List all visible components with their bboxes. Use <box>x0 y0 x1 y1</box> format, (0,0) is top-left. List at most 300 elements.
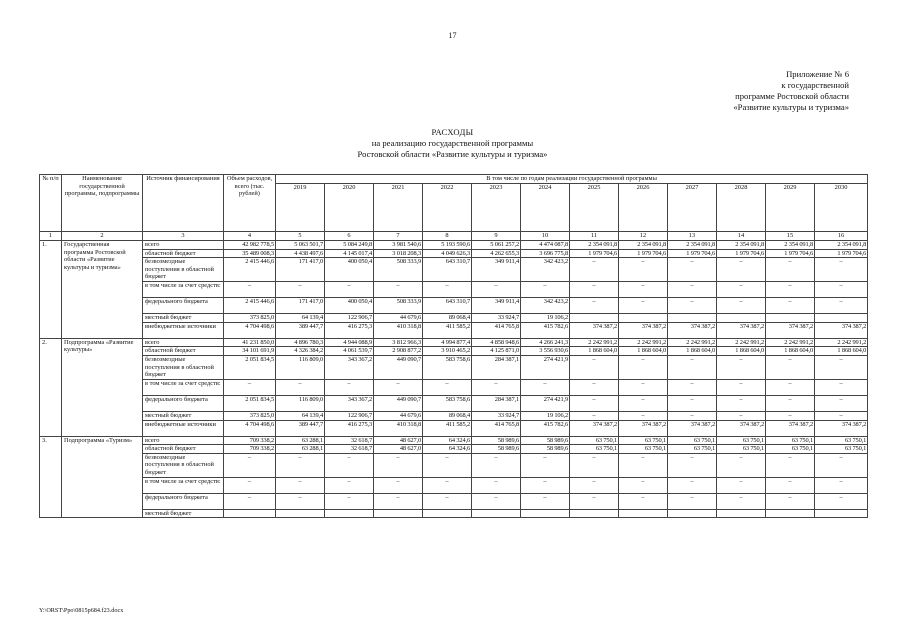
funding-source: безвозмездные поступления в областной бюджет <box>143 453 224 477</box>
year-value <box>374 509 423 518</box>
section-name: Подпрограмма «Развитие культуры» <box>62 338 143 436</box>
total-value: – <box>224 453 276 477</box>
year-value: – <box>766 453 815 477</box>
year-value: – <box>717 298 766 314</box>
table-row <box>40 258 868 282</box>
year-value: – <box>325 493 374 509</box>
year-value: 583 758,6 <box>423 395 472 411</box>
column-number: 8 <box>423 232 472 241</box>
year-value: 4 438 497,6 <box>276 249 325 258</box>
year-value: 2 242 991,2 <box>815 338 868 347</box>
document-subtitle-line: Ростовской области «Развитие культуры и туризма» <box>357 149 548 159</box>
page-number: 17 <box>448 31 457 40</box>
column-number: 6 <box>325 232 374 241</box>
funding-source: всего <box>143 436 224 445</box>
year-value: – <box>815 493 868 509</box>
year-value: 64 139,4 <box>276 411 325 420</box>
appendix-line: «Развитие культуры и туризма» <box>733 102 849 112</box>
table-row <box>40 395 868 411</box>
year-value: – <box>766 282 815 298</box>
year-header: 2021 <box>374 183 423 231</box>
table-row <box>40 249 868 258</box>
year-value: 63 750,1 <box>619 445 668 454</box>
year-value: 1 979 704,6 <box>619 249 668 258</box>
year-value: – <box>668 355 717 379</box>
year-value: – <box>668 453 717 477</box>
year-value: 63 750,1 <box>619 436 668 445</box>
year-value: 1 868 604,0 <box>668 347 717 356</box>
funding-source: областной бюджет <box>143 445 224 454</box>
funding-source: местный бюджет <box>143 411 224 420</box>
year-value: – <box>717 258 766 282</box>
year-value: 4 125 871,0 <box>472 347 521 356</box>
appendix-line: Приложение № 6 <box>786 69 849 79</box>
year-value: – <box>766 298 815 314</box>
year-value: – <box>423 477 472 493</box>
year-value: – <box>521 379 570 395</box>
year-value: 2 908 877,2 <box>374 347 423 356</box>
column-number: 10 <box>521 232 570 241</box>
year-value: – <box>619 379 668 395</box>
total-value: 4 704 498,6 <box>224 420 276 436</box>
document-title: РАСХОДЫ <box>431 127 474 137</box>
year-value: – <box>276 453 325 477</box>
year-value: 5 061 257,2 <box>472 241 521 250</box>
year-value: 1 979 704,6 <box>766 249 815 258</box>
total-value: 41 231 850,0 <box>224 338 276 347</box>
year-value: – <box>423 453 472 477</box>
year-value: 389 447,7 <box>276 322 325 338</box>
year-value: – <box>766 379 815 395</box>
table-row <box>40 445 868 454</box>
year-value: – <box>570 258 619 282</box>
table-row <box>40 282 868 298</box>
total-value: – <box>224 493 276 509</box>
section-number: 3. <box>40 436 62 518</box>
funding-source: внебюджетные источники <box>143 420 224 436</box>
year-value: 374 387,2 <box>766 322 815 338</box>
year-value: 415 782,6 <box>521 322 570 338</box>
year-value: – <box>668 477 717 493</box>
year-value: 63 750,1 <box>815 445 868 454</box>
year-value: 508 333,9 <box>374 258 423 282</box>
appendix-line: программе Ростовской области <box>735 91 849 101</box>
header-volume: Объем расходов, всего (тыс. рублей) <box>224 175 276 232</box>
year-header: 2025 <box>570 183 619 231</box>
year-value: 284 387,1 <box>472 395 521 411</box>
table-row <box>40 338 868 347</box>
year-value: – <box>570 477 619 493</box>
year-value: 416 275,3 <box>325 420 374 436</box>
table-row <box>40 436 868 445</box>
year-value: – <box>619 355 668 379</box>
year-value: – <box>570 453 619 477</box>
year-value: 400 050,4 <box>325 258 374 282</box>
year-value: 32 618,7 <box>325 436 374 445</box>
year-value: 44 679,6 <box>374 314 423 323</box>
year-value: 48 627,0 <box>374 436 423 445</box>
year-value: 58 989,6 <box>472 445 521 454</box>
year-value: 342 423,2 <box>521 298 570 314</box>
funding-source: внебюджетные источники <box>143 322 224 338</box>
year-value: 122 906,7 <box>325 314 374 323</box>
year-value: 63 750,1 <box>668 436 717 445</box>
year-value: 2 242 991,2 <box>570 338 619 347</box>
year-value: 416 275,3 <box>325 322 374 338</box>
year-value: 2 242 991,2 <box>668 338 717 347</box>
year-value: 2 354 091,8 <box>815 241 868 250</box>
year-value: 58 989,6 <box>521 436 570 445</box>
total-value <box>224 509 276 518</box>
year-value: 63 750,1 <box>766 445 815 454</box>
year-value: 64 324,6 <box>423 445 472 454</box>
year-value: – <box>276 282 325 298</box>
year-value: 449 090,7 <box>374 395 423 411</box>
year-value: 374 387,2 <box>668 420 717 436</box>
total-value: 34 101 691,9 <box>224 347 276 356</box>
year-value <box>717 509 766 518</box>
funding-source: федерального бюджета <box>143 493 224 509</box>
funding-source: в том числе за счет средств: <box>143 282 224 298</box>
year-value: 4 944 088,9 <box>325 338 374 347</box>
year-value: – <box>325 282 374 298</box>
section-name: Подпрограмма «Туризм» <box>62 436 143 518</box>
section-name: Государственная программа Ростовской области «Развитие культуры и туризма» <box>62 241 143 339</box>
year-value: 274 421,9 <box>521 355 570 379</box>
year-value: 4 266 241,3 <box>521 338 570 347</box>
header-no: № п/п <box>40 175 62 232</box>
appendix-note <box>733 69 849 113</box>
column-number: 7 <box>374 232 423 241</box>
year-value: 2 354 091,8 <box>619 241 668 250</box>
year-value: – <box>815 282 868 298</box>
year-value <box>619 509 668 518</box>
year-value: 19 106,2 <box>521 314 570 323</box>
year-value: 284 387,1 <box>472 355 521 379</box>
year-value: 583 758,6 <box>423 355 472 379</box>
year-value: – <box>325 477 374 493</box>
year-value: – <box>472 379 521 395</box>
document-subtitle-line: на реализацию государственной программы <box>371 138 534 148</box>
year-value: – <box>668 379 717 395</box>
year-value: 2 242 991,2 <box>717 338 766 347</box>
column-number: 16 <box>815 232 868 241</box>
column-number: 4 <box>224 232 276 241</box>
year-value: – <box>668 298 717 314</box>
year-value: 4 145 017,4 <box>325 249 374 258</box>
year-value: 4 061 539,7 <box>325 347 374 356</box>
funding-source: в том числе за счет средств: <box>143 477 224 493</box>
total-value: 2 415 446,6 <box>224 298 276 314</box>
total-value: 2 051 834,5 <box>224 355 276 379</box>
year-value: 374 387,2 <box>815 322 868 338</box>
total-value: 373 825,0 <box>224 314 276 323</box>
year-value: 64 324,6 <box>423 436 472 445</box>
year-value: 3 981 540,6 <box>374 241 423 250</box>
year-value: 374 387,2 <box>815 420 868 436</box>
year-value: 4 474 087,8 <box>521 241 570 250</box>
year-header: 2028 <box>717 183 766 231</box>
funding-source: безвозмездные поступления в областной бюджет <box>143 355 224 379</box>
year-value: 2 354 091,8 <box>570 241 619 250</box>
year-value: – <box>815 477 868 493</box>
year-value: – <box>717 411 766 420</box>
year-value <box>815 314 868 323</box>
year-value: 2 354 091,8 <box>668 241 717 250</box>
year-header: 2020 <box>325 183 374 231</box>
year-value: 4 326 384,2 <box>276 347 325 356</box>
total-value: 2 051 834,5 <box>224 395 276 411</box>
table-row <box>40 314 868 323</box>
funding-source: безвозмездные поступления в областной бюджет <box>143 258 224 282</box>
year-value: 63 750,1 <box>570 436 619 445</box>
expenses-table <box>39 174 868 518</box>
year-value: – <box>472 453 521 477</box>
column-number: 11 <box>570 232 619 241</box>
year-value: – <box>570 298 619 314</box>
year-value: 48 627,0 <box>374 445 423 454</box>
year-value: 116 809,0 <box>276 395 325 411</box>
year-value: 400 050,4 <box>325 298 374 314</box>
year-value: – <box>570 355 619 379</box>
year-value: – <box>374 453 423 477</box>
year-value: – <box>423 493 472 509</box>
column-number: 1 <box>40 232 62 241</box>
year-value: 374 387,2 <box>668 322 717 338</box>
table-row <box>40 241 868 250</box>
table-row <box>40 322 868 338</box>
year-value <box>276 509 325 518</box>
year-value: – <box>472 282 521 298</box>
year-value: 32 618,7 <box>325 445 374 454</box>
year-value: 1 868 604,0 <box>766 347 815 356</box>
year-value: – <box>423 379 472 395</box>
year-value: 19 106,2 <box>521 411 570 420</box>
year-value: 58 989,6 <box>472 436 521 445</box>
year-value: – <box>570 282 619 298</box>
year-value: – <box>374 493 423 509</box>
total-value: 35 489 008,3 <box>224 249 276 258</box>
year-value: – <box>472 493 521 509</box>
year-value: – <box>668 282 717 298</box>
funding-source: областной бюджет <box>143 249 224 258</box>
year-value <box>325 509 374 518</box>
year-value: 63 288,1 <box>276 436 325 445</box>
year-value: – <box>717 453 766 477</box>
table-row <box>40 355 868 379</box>
year-header: 2023 <box>472 183 521 231</box>
year-value: – <box>766 258 815 282</box>
document-title-block <box>0 127 905 160</box>
year-value: 349 911,4 <box>472 298 521 314</box>
year-value: – <box>374 379 423 395</box>
year-value: – <box>521 453 570 477</box>
total-value: 373 825,0 <box>224 411 276 420</box>
year-value: – <box>276 379 325 395</box>
year-value: 64 139,4 <box>276 314 325 323</box>
year-value: – <box>815 355 868 379</box>
year-value: 342 423,2 <box>521 258 570 282</box>
total-value: – <box>224 379 276 395</box>
year-value: 58 989,6 <box>521 445 570 454</box>
year-value: – <box>619 298 668 314</box>
appendix-line: к государственной <box>781 80 849 90</box>
year-value: 33 924,7 <box>472 411 521 420</box>
year-value: 343 367,2 <box>325 355 374 379</box>
year-value: 374 387,2 <box>570 322 619 338</box>
year-value: – <box>766 493 815 509</box>
year-value: – <box>815 298 868 314</box>
year-value: 4 994 877,4 <box>423 338 472 347</box>
year-value: 2 242 991,2 <box>619 338 668 347</box>
year-value: 5 063 501,7 <box>276 241 325 250</box>
funding-source: местный бюджет <box>143 314 224 323</box>
year-value: 410 318,8 <box>374 322 423 338</box>
year-value <box>815 509 868 518</box>
year-value: 116 809,0 <box>276 355 325 379</box>
year-value: 1 979 704,6 <box>717 249 766 258</box>
year-value: 410 318,8 <box>374 420 423 436</box>
year-value <box>570 314 619 323</box>
year-value: 374 387,2 <box>570 420 619 436</box>
year-value <box>570 509 619 518</box>
year-value: – <box>423 282 472 298</box>
year-value: 3 812 966,3 <box>374 338 423 347</box>
year-value: 89 068,4 <box>423 411 472 420</box>
year-value: – <box>815 453 868 477</box>
year-value: – <box>668 395 717 411</box>
year-value: – <box>521 282 570 298</box>
table-row <box>40 298 868 314</box>
year-value: – <box>815 258 868 282</box>
column-number: 13 <box>668 232 717 241</box>
year-value <box>766 509 815 518</box>
year-value <box>668 314 717 323</box>
year-value: – <box>374 282 423 298</box>
year-value: – <box>815 395 868 411</box>
year-value: 4 896 780,3 <box>276 338 325 347</box>
year-value: 1 979 704,6 <box>815 249 868 258</box>
year-value: – <box>570 411 619 420</box>
year-value: – <box>717 477 766 493</box>
year-value: 1 979 704,6 <box>668 249 717 258</box>
year-value: – <box>570 395 619 411</box>
year-value: – <box>668 258 717 282</box>
year-value: 3 556 930,6 <box>521 347 570 356</box>
total-value: 709 338,2 <box>224 436 276 445</box>
year-value: 63 750,1 <box>717 445 766 454</box>
year-value: – <box>766 395 815 411</box>
year-value: 3 018 208,3 <box>374 249 423 258</box>
year-value: – <box>766 411 815 420</box>
funding-source: в том числе за счет средств: <box>143 379 224 395</box>
year-value: 63 750,1 <box>570 445 619 454</box>
column-number: 5 <box>276 232 325 241</box>
year-value: 411 585,2 <box>423 420 472 436</box>
year-value: 63 750,1 <box>717 436 766 445</box>
funding-source: федерального бюджета <box>143 298 224 314</box>
funding-source: федерального бюджета <box>143 395 224 411</box>
year-value: – <box>570 493 619 509</box>
year-value: – <box>472 477 521 493</box>
year-value: 171 417,0 <box>276 298 325 314</box>
year-value: – <box>717 395 766 411</box>
header-by-years: В том числе по годам реализации государственной программы <box>276 175 868 184</box>
year-value: – <box>521 477 570 493</box>
year-value: – <box>619 395 668 411</box>
year-header: 2024 <box>521 183 570 231</box>
year-value: 2 354 091,8 <box>766 241 815 250</box>
column-number: 3 <box>143 232 224 241</box>
year-value: – <box>325 453 374 477</box>
year-value: 4 262 655,3 <box>472 249 521 258</box>
year-value: – <box>619 453 668 477</box>
table-row <box>40 420 868 436</box>
year-value: 411 585,2 <box>423 322 472 338</box>
section-number: 1. <box>40 241 62 339</box>
year-value: – <box>717 493 766 509</box>
column-numbers-row <box>40 232 868 241</box>
year-value: 1 868 604,0 <box>717 347 766 356</box>
year-value: 415 782,6 <box>521 420 570 436</box>
year-value: – <box>668 411 717 420</box>
header-name: Наименование государственной программы, подпрограммы <box>62 175 143 232</box>
year-value: 5 084 249,8 <box>325 241 374 250</box>
year-value: 63 750,1 <box>766 436 815 445</box>
year-value: 63 288,1 <box>276 445 325 454</box>
year-value: 374 387,2 <box>619 322 668 338</box>
year-value: – <box>570 379 619 395</box>
year-value: – <box>374 477 423 493</box>
year-value: 3 696 775,8 <box>521 249 570 258</box>
year-value: – <box>815 411 868 420</box>
section-number: 2. <box>40 338 62 436</box>
year-value: – <box>717 355 766 379</box>
year-value: 643 310,7 <box>423 298 472 314</box>
year-value: – <box>815 379 868 395</box>
year-value: – <box>521 493 570 509</box>
funding-source: всего <box>143 241 224 250</box>
year-header: 2019 <box>276 183 325 231</box>
year-value: 1 868 604,0 <box>815 347 868 356</box>
year-value: – <box>619 411 668 420</box>
year-value: 508 333,9 <box>374 298 423 314</box>
year-value <box>668 509 717 518</box>
table-row <box>40 509 868 518</box>
total-value: – <box>224 477 276 493</box>
year-value: 171 417,0 <box>276 258 325 282</box>
year-value: – <box>325 379 374 395</box>
year-value: 2 242 991,2 <box>766 338 815 347</box>
total-value: 2 415 446,6 <box>224 258 276 282</box>
year-value: 449 090,7 <box>374 355 423 379</box>
year-value: 414 765,8 <box>472 322 521 338</box>
year-value: 63 750,1 <box>815 436 868 445</box>
year-value: – <box>276 477 325 493</box>
column-number: 12 <box>619 232 668 241</box>
year-header: 2026 <box>619 183 668 231</box>
year-value <box>472 509 521 518</box>
funding-source: областной бюджет <box>143 347 224 356</box>
year-value: 374 387,2 <box>766 420 815 436</box>
year-header: 2029 <box>766 183 815 231</box>
funding-source: местный бюджет <box>143 509 224 518</box>
year-value: 63 750,1 <box>668 445 717 454</box>
year-value: 1 868 604,0 <box>570 347 619 356</box>
total-value: 42 982 778,5 <box>224 241 276 250</box>
year-value: – <box>717 282 766 298</box>
year-value: 343 367,2 <box>325 395 374 411</box>
